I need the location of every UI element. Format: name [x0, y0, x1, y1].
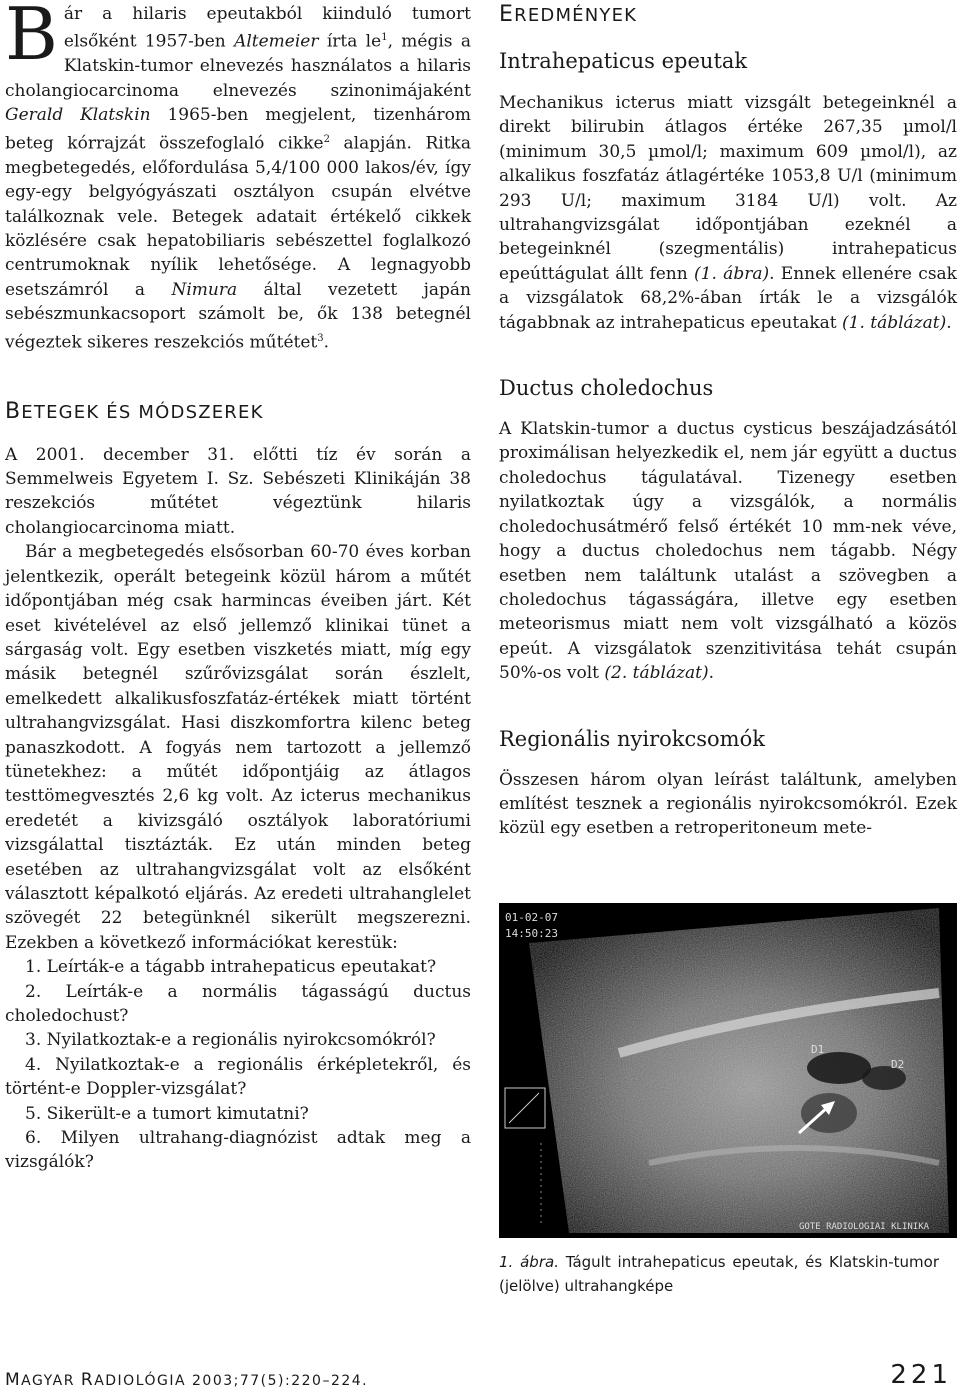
results-paragraph-3: Összesen három olyan leírást találtunk, amelyben említést tesznek a regionális nyirokcsomókról. Ezek közül egy esetben a retroperitoneum mete-	[499, 769, 957, 839]
overlay-label-d1: D1	[811, 1043, 825, 1056]
list-item: 5. Sikerült-e a tumort kimutatni?	[25, 1103, 309, 1124]
heading-initial: B	[5, 398, 22, 424]
author-name: Nimura	[171, 279, 238, 300]
results-text: Mechanikus icterus miatt vizsgált betegeinknél a direkt bilirubin átlagos értéke 267,35 µmol/l (minimum 30,5 µmol/l; maximum 609 µmol/l), az alkalikus foszfatáz átlagértéke 1053,8 U/l (minimum 293 U/l; maximum 3184 U/l) volt. Az ultrahangvizsgálat időpontjában ezeknél a betegeinknél (szegmentális) intrahepaticus epeúttágulat állt fenn	[499, 93, 957, 284]
reference-marker: 3	[317, 332, 324, 344]
journal-initial: M	[5, 1370, 22, 1390]
list-item: 6. Milyen ultrahang-diagnózist adtak meg a vizsgálók?	[5, 1128, 471, 1173]
page-number: 221	[890, 1360, 952, 1390]
heading-rest: ETEGEK ÉS MÓDSZEREK	[21, 401, 264, 423]
figure-caption	[499, 1250, 939, 1298]
question-list	[5, 955, 471, 1175]
list-item: 4. Nyilatkoztak-e a regionális érképletekről, és történt-e Doppler-vizsgálat?	[5, 1054, 471, 1100]
ultrasound-scan	[499, 903, 957, 1238]
results-text: . Ennek ellenére csak a vizsgálatok 68,2%-ában írták le a vizsgálók tágabbnak az intrahepaticus epeutakat	[499, 263, 957, 333]
methods-paragraph-1: A 2001. december 31. előtti tíz év során a Semmelweis Egyetem I. Sz. Sebészeti Klinikáján 38 reszekciós műtétet végeztünk hilaris cholangiocarcinoma miatt.	[5, 444, 471, 538]
intro-text: írta le	[318, 32, 382, 53]
intro-text: .	[323, 332, 330, 353]
results-paragraph-1	[499, 91, 957, 335]
heading-rest: REDMÉNYEK	[514, 5, 638, 26]
figure-reference: (1. ábra)	[694, 263, 770, 284]
list-item: 2. Leírták-e a normális tágasságú ductus choledochust?	[5, 981, 471, 1026]
subheading-lymph-nodes: Regionális nyirokcsomók	[499, 726, 765, 751]
subheading-intrahepatic: Intrahepaticus epeutak	[499, 49, 748, 73]
methods-paragraph-2: Bár a megbetegedés elsősorban 60-70 éves korban jelentkezik, operált betegeink közül három a műtét időpontjában még csak harmincas éveiben járt. Két eset kivételével az első jellemző klinikai tünet a sárgaság volt. Egy esetben viszketés miatt, míg egy másik betegnél szűrővizsgálat során észlelt, emelkedett alkalikusfoszfatáz-értékek miatt történt ultrahangvizsgálat. Hasi diszkomfortra kilenc beteg panaszkodott. A fogyás nem tartozott a jellemző tünetekhez: a műtét időpontjáig az átlagos testtömegvesztés 2,6 kg volt. Az icterus mechanikus eredetét a kivizsgáló osztályok laboratóriumi vizsgálattal tisztázták. Ez után minden beteg esetében az ultrahangvizsgálat volt az elsőként választott képalkotó eljárás. Az eredeti ultrahanglelet szövegét 22 betegünknél sikerült megszerezni. Ezekben a következő információkat kerestük:	[5, 542, 471, 953]
results-paragraph-2	[499, 417, 957, 685]
heading-initial: E	[499, 2, 515, 27]
reference-marker: 2	[323, 133, 330, 145]
journal-reference	[5, 1370, 368, 1390]
table-reference: (2. táblázat)	[604, 663, 709, 684]
overlay-label-d2: D2	[891, 1058, 905, 1071]
overlay-institution: GOTE RADIOLOGIAI KLINIKA	[799, 1222, 930, 1232]
results-text: A Klatskin-tumor a ductus cysticus beszájadzásától proximálisan helyezkedik el, nem jár együtt a ductus choledochus tágulatával. Tizenegy esetben nyilatkoztak úgy a vizsgálók, a normális choledochusátmérő felső értékét 10 mm-nek véve, hogy a ductus choledochus nem tágabb. Négy esetben nem találtunk utalást a szövegben a choledochus tágasságára, illetve egy esetben meteorismus miatt nem volt vizsgálható a közös epeút. A vizsgálatok szenzitivitása tehát csupán 50%-os volt	[499, 419, 957, 684]
journal-initial: R	[80, 1370, 95, 1390]
overlay-time: 14:50:23	[505, 927, 558, 940]
caption-text: Tágult intrahepaticus epeutak, és Klatskin-tumor (jelölve) ultrahangképe	[499, 1253, 940, 1295]
reference-marker: 1	[381, 32, 388, 44]
list-item: 3. Nyilatkoztak-e a regionális nyirokcsomókról?	[25, 1030, 436, 1051]
subheading-choledochus: Ductus choledochus	[499, 376, 714, 401]
intro-text: által vezetett japán sebészmunkacsoport számolt be, ők 138 betegnél végeztek sikeres reszekciós műtétet	[5, 279, 472, 353]
author-name: Gerald Klatskin	[5, 105, 151, 126]
caption-label: 1. ábra.	[499, 1253, 559, 1271]
journal-text: AGYAR	[21, 1373, 81, 1389]
section-heading-results	[499, 3, 957, 28]
section-heading-methods	[5, 400, 471, 425]
drop-cap: B	[5, 0, 58, 76]
intro-text: 1965-ben megjelent, tizenhárom beteg kórrajzát összefoglaló cikke	[5, 105, 471, 154]
intro-paragraph	[5, 2, 471, 355]
ultrasound-image	[499, 903, 957, 1238]
intro-text: ár a hilaris epeutakból kiinduló tumort elsőként 1957-ben	[63, 4, 471, 53]
results-text: .	[946, 312, 952, 333]
left-column	[5, 0, 471, 1175]
intro-text: , mégis a Klatskin-tumor elnevezés használatos a hilaris cholangiocarcinoma elnevezés szinonimájaként	[5, 32, 471, 101]
intro-text: alapján. Ritka megbetegedés, előfordulása 5,4/100 000 lakos/év, így egy-egy belgyógyászati osztályon csupán elvétve találkoznak vele. Betegek adatait értékelő cikkek közlésére csak hepatobiliaris sebészettel foglalkozó centrumoknak nyílik lehetősége. A legnagyobb esetszámról a	[5, 133, 471, 300]
results-text: .	[708, 663, 715, 684]
journal-text: ADIOLÓGIA 2003;77(5):220–224.	[94, 1373, 369, 1389]
table-reference: (1. táblázat)	[842, 312, 947, 333]
overlay-date: 01-02-07	[505, 911, 558, 924]
author-name: Altemeier	[234, 32, 319, 53]
right-column	[499, 0, 957, 841]
list-item: 1. Leírták-e a tágabb intrahepaticus epeutakat?	[25, 957, 437, 978]
